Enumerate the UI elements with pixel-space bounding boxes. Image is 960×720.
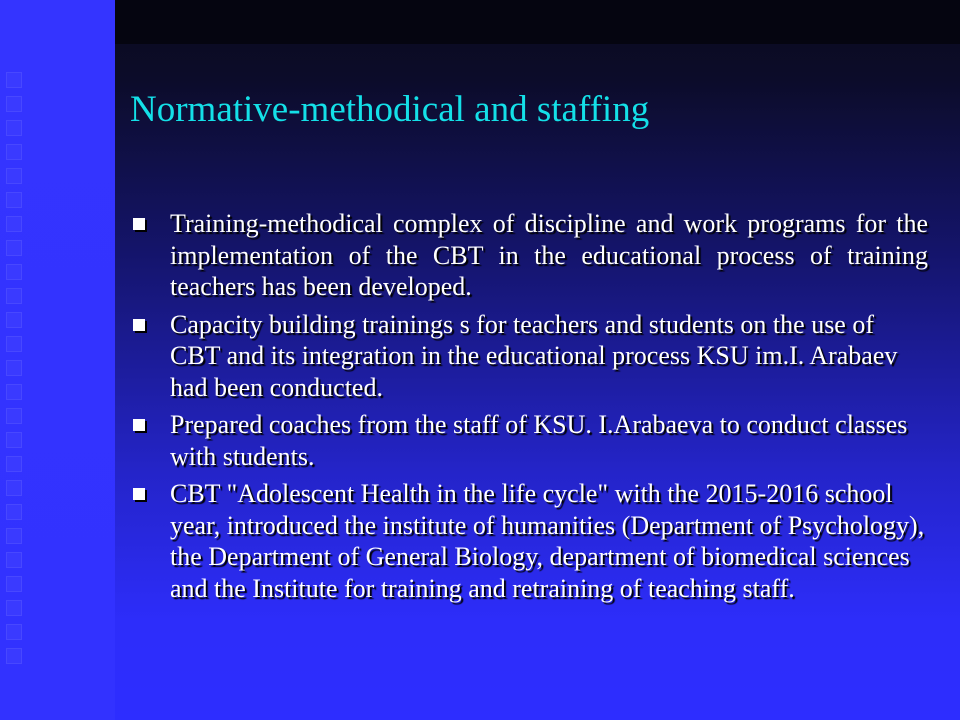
bullet-item (130, 309, 928, 404)
bullet-text: CBT "Adolescent Health in the life cycle" with the 2015-2016 school year, introduced the institute of humanities (Department of Psychology), the Department of General Biology, department of biomedical sciences and the Institute for training and retraining of teaching staff. (170, 479, 925, 603)
bullet-item (130, 208, 928, 303)
bullet-item (130, 478, 928, 604)
top-dark-strip (115, 0, 960, 44)
square-pattern (6, 0, 30, 720)
square-bullet-icon (133, 419, 145, 431)
slide-title: Normative-methodical and staffing (130, 89, 650, 130)
square-bullet-icon (133, 488, 145, 500)
bullet-list (130, 208, 928, 610)
bullet-item (130, 409, 928, 472)
square-bullet-icon (133, 319, 145, 331)
bullet-text: Prepared coaches from the staff of KSU. I.Arabaeva to conduct classes with students. (170, 410, 908, 471)
left-decorative-band (0, 0, 115, 720)
bullet-text: Capacity building trainings s for teachers and students on the use of CBT and its integration in the educational process KSU im.I. Arabaev had been conducted. (170, 309, 898, 402)
bullet-text: Training-methodical complex of discipline and work programs for the implementation of the CBT in the educational process of training teachers has been developed. (170, 209, 928, 301)
square-bullet-icon (133, 218, 145, 230)
